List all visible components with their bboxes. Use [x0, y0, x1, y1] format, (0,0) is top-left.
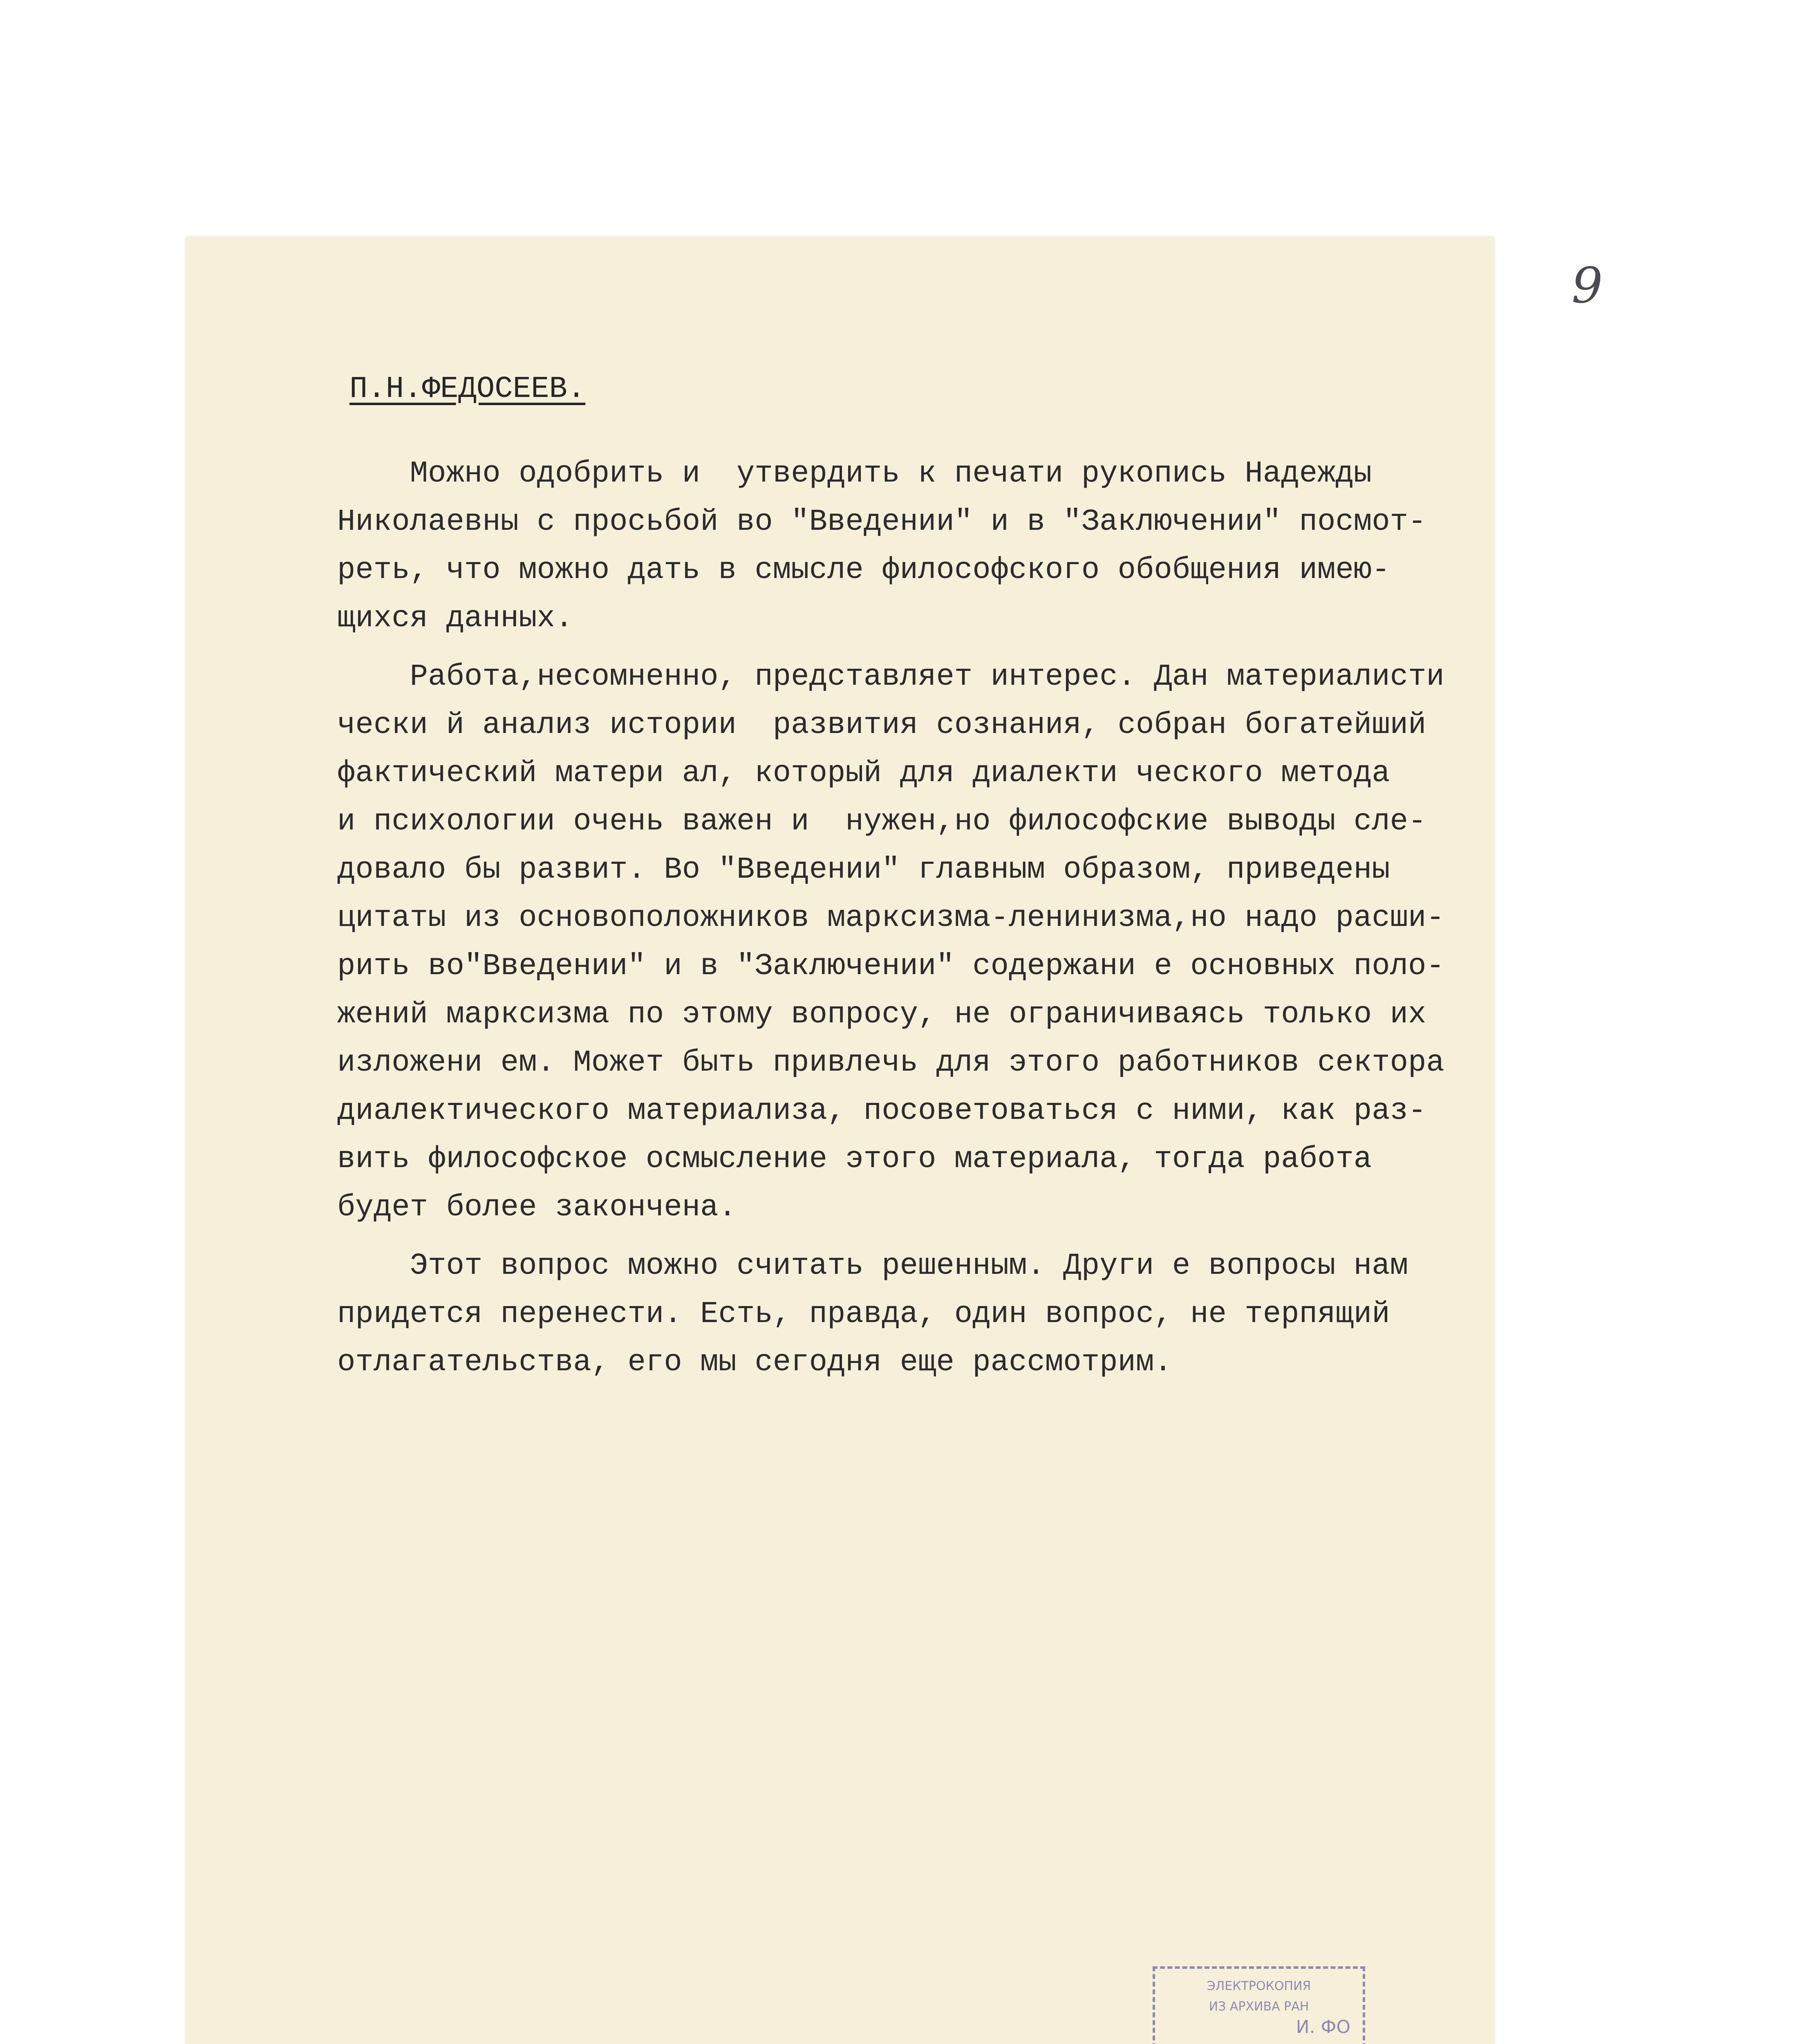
document-page — [186, 237, 1603, 2044]
text-line: придется перенести. Есть, правда, один вопрос, не терпящий — [337, 1297, 1390, 1331]
text-line: цитаты из основоположников марксизма-ленинизма,но надо расши- — [337, 901, 1444, 935]
paragraph-3 — [337, 1242, 1490, 1387]
text-line: Работа,несомненно, представляет интерес. Дан материалисти — [337, 660, 1444, 694]
transcript-body — [337, 450, 1490, 1397]
stamp-line: И. ФО — [1296, 2017, 1350, 2037]
text-line: рить во"Введении" и в "Заключении" содержани е основных поло- — [337, 949, 1444, 984]
page-number: 9 — [1572, 258, 1603, 314]
text-line: жений марксизма по этому вопросу, не ограничиваясь только их — [337, 997, 1426, 1032]
text-line: вить философское осмысление этого материала, тогда работа — [337, 1142, 1372, 1177]
text-line: Этот вопрос можно считать решенным. Други е вопросы нам — [337, 1249, 1408, 1283]
speaker-heading: П.Н.ФЕДОСЕЕВ. — [349, 372, 586, 406]
text-line: фактический матери ал, который для диалекти ческого метода — [337, 756, 1390, 791]
text-line: щихся данных. — [337, 601, 573, 636]
paragraph-1 — [337, 450, 1490, 643]
text-line: будет более закончена. — [337, 1190, 737, 1225]
archive-stamp — [1153, 1966, 1365, 2044]
stamp-line: ЭЛЕКТРОКОПИЯ — [1207, 1979, 1311, 1993]
stamp-line: ИЗ АРХИВА РАН — [1209, 1999, 1309, 2014]
text-line: и психологии очень важен и нужен,но философские выводы сле- — [337, 805, 1426, 839]
text-line: довало бы развит. Во "Введении" главным образом, приведены — [337, 853, 1390, 887]
text-line: Можно одобрить и утвердить к печати рукопись Надежды — [337, 457, 1372, 491]
text-line: изложени ем. Может быть привлечь для этого работников сектора — [337, 1046, 1444, 1080]
text-line: реть, что можно дать в смысле философского обобщения имею- — [337, 553, 1390, 587]
text-line: Николаевны с просьбой во "Введении" и в "Заключении" посмот- — [337, 505, 1426, 539]
text-line: диалектического материализа, посоветоваться с ними, как раз- — [337, 1094, 1426, 1128]
text-line: чески й анализ истории развития сознания, собран богатейший — [337, 708, 1426, 742]
paragraph-2 — [337, 653, 1490, 1232]
text-line: отлагательства, его мы сегодня еще рассмотрим. — [337, 1345, 1172, 1380]
